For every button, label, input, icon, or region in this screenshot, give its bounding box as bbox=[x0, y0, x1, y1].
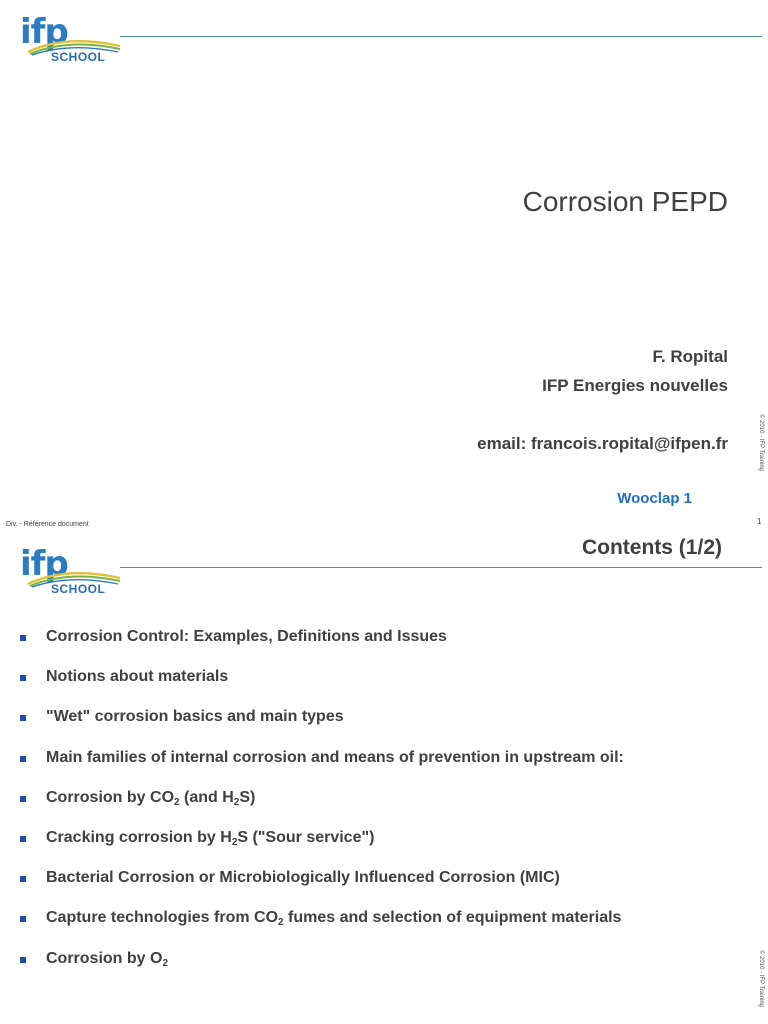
bullet-square-icon bbox=[20, 675, 26, 681]
list-item-text: Notions about materials bbox=[46, 668, 229, 686]
bullet-square-icon bbox=[20, 796, 26, 802]
contents-list bbox=[20, 628, 740, 990]
author-organization: IFP Energies nouvelles bbox=[542, 376, 728, 395]
list-item bbox=[20, 829, 740, 869]
author-email: email: francois.ropital@ifpen.fr bbox=[477, 434, 728, 453]
logo-subtitle: SCHOOL bbox=[51, 50, 106, 64]
header-divider bbox=[120, 36, 762, 37]
bullet-square-icon bbox=[20, 836, 26, 842]
list-item-text: Corrosion Control: Examples, Definitions and Issues bbox=[46, 628, 447, 645]
bullet-square-icon bbox=[20, 715, 26, 721]
logo-mark: ifp bbox=[20, 544, 68, 584]
list-item bbox=[20, 789, 740, 829]
list-item bbox=[20, 668, 740, 708]
contents-slide bbox=[0, 512, 768, 1024]
footer-reference: Div. - Référence document bbox=[6, 521, 89, 528]
page-number: 1 bbox=[757, 517, 762, 526]
logo-mark: ifp bbox=[20, 12, 68, 52]
list-item bbox=[20, 628, 740, 668]
logo-subtitle: SCHOOL bbox=[51, 582, 106, 596]
wooclap-link[interactable]: Wooclap 1 bbox=[617, 490, 692, 507]
list-item-text: Main families of internal corrosion and means of prevention in upstream oil: bbox=[46, 748, 624, 766]
list-item-text: "Wet" corrosion basics and main types bbox=[46, 708, 344, 726]
list-item-text: Cracking corrosion by $H_2S$ ("Sour service") bbox=[46, 828, 375, 848]
copyright-notice: © 2010 - IFP Training bbox=[758, 950, 764, 1008]
ifp-school-logo bbox=[18, 544, 110, 600]
slide-title: Contents (1/2) bbox=[581, 536, 722, 559]
list-item-text: Capture technologies from $CO_2$ fumes and selection of equipment materials bbox=[46, 909, 622, 929]
list-item bbox=[20, 869, 740, 909]
author-name: F. Ropital bbox=[652, 347, 728, 366]
list-item bbox=[20, 950, 740, 990]
bullet-square-icon bbox=[20, 957, 26, 963]
list-item bbox=[20, 749, 740, 789]
bullet-square-icon bbox=[20, 756, 26, 762]
bullet-square-icon bbox=[20, 876, 26, 882]
bullet-square-icon bbox=[20, 916, 26, 922]
bullet-square-icon bbox=[20, 635, 26, 641]
slide-title: Corrosion PEPD bbox=[522, 186, 728, 217]
list-item-text: Corrosion by $O_2$ bbox=[46, 949, 169, 969]
list-item-text: Corrosion by $CO_2$ (and $H_2S$) bbox=[46, 788, 256, 808]
list-item-text: Bacterial Corrosion or Microbiologically Influenced Corrosion (MIC) bbox=[46, 869, 560, 887]
list-item bbox=[20, 909, 740, 949]
ifp-school-logo bbox=[18, 12, 110, 68]
header-divider bbox=[120, 567, 762, 568]
list-item bbox=[20, 708, 740, 748]
copyright-notice: © 2010 - IFP Training bbox=[758, 414, 764, 472]
